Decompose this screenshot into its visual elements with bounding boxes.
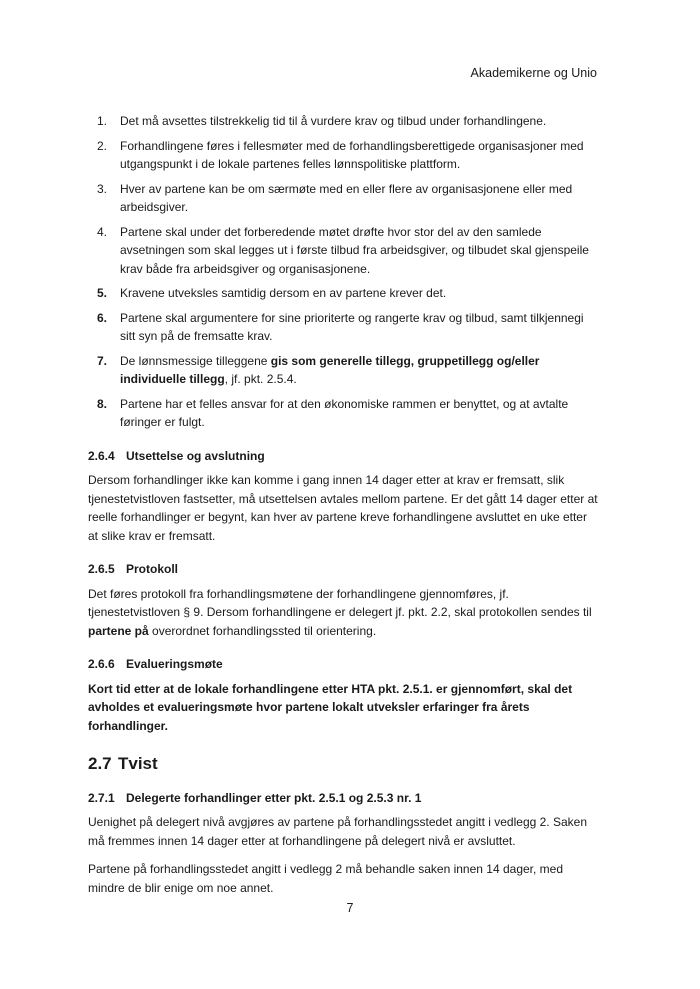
body-text: Det føres protokoll fra forhandlingsmøtene der forhandlingene gjennomføres, jf. tjenestetvistloven § 9. Dersom forhandlingene er delegert jf. pkt. 2.2, skal protokollen sendes til bbox=[88, 586, 592, 619]
section-title: Tvist bbox=[118, 754, 158, 773]
section-heading-2-6-5 bbox=[88, 560, 598, 579]
section-number: 2.7.1 bbox=[88, 790, 115, 805]
list-item-number: 6. bbox=[97, 310, 108, 325]
procedure-list bbox=[88, 112, 598, 432]
list-item-text: Forhandlingene føres i fellesmøter med de forhandlingsberettigede organisasjoner med utgangspunkt i de lokale partenes felles lønnspolitiske plattform. bbox=[120, 138, 584, 171]
list-item-number: 1. bbox=[97, 114, 108, 128]
list-item-number: 8. bbox=[97, 396, 108, 411]
list-item-text: De lønnsmessige tilleggene bbox=[120, 353, 271, 368]
page-number: 7 bbox=[346, 901, 354, 915]
list-item-number: 4. bbox=[97, 224, 108, 239]
list-item-number: 2. bbox=[97, 138, 108, 153]
section-heading-2-7 bbox=[88, 755, 598, 774]
list-item bbox=[88, 137, 598, 174]
list-item-text: Partene har et felles ansvar for at den økonomiske rammen er benyttet, og at avtalte føringer er fulgt. bbox=[120, 396, 569, 429]
list-item bbox=[88, 395, 598, 432]
list-item bbox=[88, 223, 598, 279]
section-heading-2-6-4 bbox=[88, 447, 598, 466]
page-content bbox=[88, 112, 598, 907]
list-item-text: , jf. pkt. 2.5.4. bbox=[224, 372, 297, 386]
list-item-text: Partene skal argumentere for sine prioriterte og rangerte krav og tilbud, samt tilkjennegi sitt syn på de fremsatte krav. bbox=[120, 310, 584, 343]
section-number: 2.7 bbox=[88, 754, 112, 773]
page-header: Akademikerne og Unio bbox=[470, 66, 597, 80]
list-item-bold-text: gis som generelle tillegg, gruppetillegg og/eller individuelle tillegg bbox=[120, 353, 540, 386]
section-body-2-7-1-p2: Partene på forhandlingsstedet angitt i vedlegg 2 må behandle saken innen 14 dager, med mindre de blir enige om noe annet. bbox=[88, 862, 564, 895]
list-item bbox=[88, 284, 598, 303]
section-body-2-6-6: Kort tid etter at de lokale forhandlingene etter HTA pkt. 2.5.1. er gjennomført, skal det avholdes et evalueringsmøte hvor partene lokalt utveksler erfaringer fra årets forhandlinger. bbox=[88, 681, 573, 733]
list-item bbox=[88, 112, 598, 131]
list-item-text: Kravene utveksles samtidig dersom en av partene krever det. bbox=[120, 286, 447, 300]
body-text: overordnet forhandlingssted til orientering. bbox=[148, 623, 377, 638]
section-heading-2-6-6 bbox=[88, 655, 598, 674]
section-body-2-6-5 bbox=[88, 585, 598, 641]
section-number: 2.6.5 bbox=[88, 562, 115, 576]
list-item bbox=[88, 352, 598, 389]
section-number: 2.6.4 bbox=[88, 448, 115, 463]
body-bold-text: partene på bbox=[88, 623, 149, 638]
section-title: Delegerte forhandlinger etter pkt. 2.5.1 og 2.5.3 nr. 1 bbox=[126, 790, 422, 805]
list-item-number: 7. bbox=[97, 353, 108, 368]
list-item-text: Partene skal under det forberedende møtet drøfte hvor stor del av den samlede avsetningen som skal legges ut i første tilbud fra arbeidsgiver, og tilbudet skal gjenspeile krav både fra arbeidsgiver og organisasjonene. bbox=[120, 224, 589, 276]
section-title: Utsettelse og avslutning bbox=[126, 448, 265, 463]
list-item bbox=[88, 180, 598, 217]
section-body-2-7-1-p1: Uenighet på delegert nivå avgjøres av partene på forhandlingsstedet angitt i vedlegg 2. Saken må fremmes innen 14 dager etter at forhandlingene på delegert nivå er avsluttet. bbox=[88, 815, 587, 848]
section-title: Protokoll bbox=[126, 562, 179, 576]
list-item-text: Det må avsettes tilstrekkelig tid til å vurdere krav og tilbud under forhandlingene. bbox=[120, 114, 547, 128]
section-heading-2-7-1 bbox=[88, 789, 598, 808]
list-item-text: Hver av partene kan be om særmøte med en eller flere av organisasjonene eller med arbeidsgiver. bbox=[120, 181, 573, 214]
list-item bbox=[88, 309, 598, 346]
list-item-number: 5. bbox=[97, 286, 108, 300]
section-body-2-6-4: Dersom forhandlinger ikke kan komme i gang innen 14 dager etter at krav er fremsatt, slik tjenestetvistloven fastsetter, må utsettelsen avtales mellom partene. Er det gått 14 dager etter at reelle forhandlinger er begynt, kan hver av partene kreve forhandlingene avsluttet en uke etter at slike krav er fremsatt. bbox=[88, 473, 598, 543]
section-title: Evalueringsmøte bbox=[126, 657, 223, 671]
list-item-number: 3. bbox=[97, 181, 108, 196]
section-number: 2.6.6 bbox=[88, 657, 115, 671]
